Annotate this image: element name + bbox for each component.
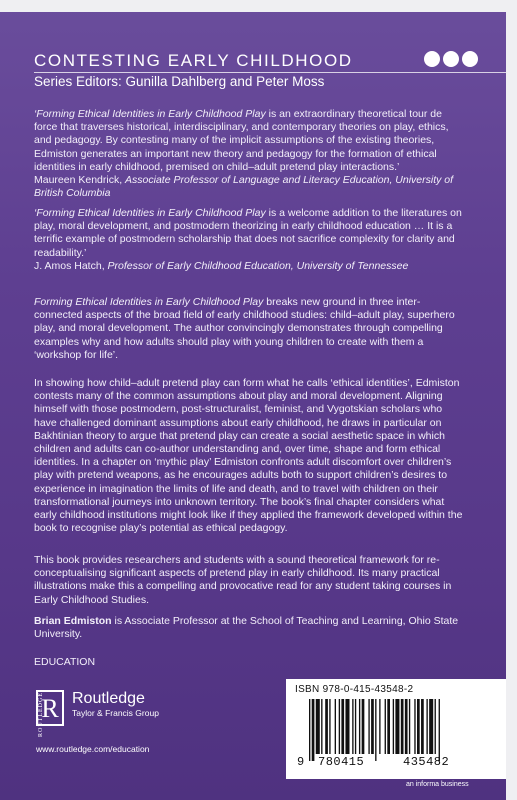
isbn-barcode xyxy=(286,679,506,779)
barcode-bar xyxy=(409,699,410,754)
barcode-bar xyxy=(385,699,386,754)
informa-tagline: an informa business xyxy=(406,781,469,788)
barcode-bar xyxy=(426,699,427,754)
dot-icon xyxy=(462,51,478,67)
barcode-bar xyxy=(321,699,322,754)
barcode-digits-right: 435482 xyxy=(403,755,450,769)
barcode-bar xyxy=(371,699,374,754)
scan-border-top xyxy=(0,0,517,12)
author-name: Brian Edmiston xyxy=(34,615,112,627)
barcode-bar xyxy=(421,699,424,754)
quote2-attribution-name: J. Amos Hatch, xyxy=(34,259,108,272)
barcode-bar xyxy=(387,699,390,754)
barcode-bar xyxy=(312,699,315,761)
barcode-bar xyxy=(325,699,328,754)
barcode-bar xyxy=(316,699,320,754)
barcode-bar xyxy=(352,699,353,754)
para1-book-title: Forming Ethical Identities in Early Childhood Play xyxy=(34,296,264,308)
barcode-bar xyxy=(393,699,394,754)
barcode-bar xyxy=(429,699,433,754)
quote2-book-title: ‘Forming Ethical Identities in Early Childhood Play xyxy=(34,207,266,219)
barcode-bar xyxy=(329,699,330,754)
para3-text: This book provides researchers and students with a sound theoretical framework for re-conceptualising significant aspects of pretend play in early childhood. Its many practical illustrations make this a compelling and provocative read for any student taking courses in Early Childhood Studies. xyxy=(34,554,452,606)
barcode-bar xyxy=(341,699,344,754)
publisher-group: Taylor & Francis Group xyxy=(72,708,159,718)
barcode-bar xyxy=(379,699,380,754)
review-quote-1 xyxy=(34,108,466,200)
quote1-attribution-role: Associate Professor of Language and Literacy Education, University of British Columbia xyxy=(34,174,454,200)
barcode-bar xyxy=(368,699,369,754)
series-editors: Series Editors: Gunilla Dahlberg and Peter Moss xyxy=(34,74,325,89)
logo-side-text: ROUTLEDGE xyxy=(38,692,44,737)
dot-icon xyxy=(424,51,440,67)
review-quote-2 xyxy=(34,207,466,273)
description-paragraph-3 xyxy=(34,554,466,607)
barcode-digits-left: 780415 xyxy=(318,755,365,769)
barcode-bar xyxy=(335,699,336,754)
barcode-bar xyxy=(439,699,440,761)
barcode-bar xyxy=(362,699,365,754)
publisher-logo xyxy=(36,690,159,737)
barcode-bar xyxy=(405,699,408,754)
scan-border-right xyxy=(506,0,517,800)
description-paragraph-2 xyxy=(34,377,466,535)
quote1-book-title: ‘Forming Ethical Identities in Early Childhood Play xyxy=(34,108,266,120)
title-divider xyxy=(34,72,506,73)
category-text: EDUCATION xyxy=(34,656,96,668)
barcode-bar xyxy=(395,699,399,754)
barcode-bar xyxy=(345,699,349,754)
barcode-bar xyxy=(414,699,415,754)
barcode-digit-first: 9 xyxy=(297,755,305,769)
barcode-bars xyxy=(309,699,485,761)
dot-icon xyxy=(443,51,459,67)
barcode-bar xyxy=(435,699,436,754)
quote2-text: is a welcome addition to the literatures on play, moral development, and postmodern theorizing in early childhood education … It is a terrific example of postmodern scholarship that does not sacrifice complexity for clarity and readability.’ xyxy=(34,207,462,259)
barcode-bar xyxy=(359,699,360,754)
barcode-bar xyxy=(375,699,376,761)
description-paragraph-1 xyxy=(34,296,466,362)
author-bio xyxy=(34,615,466,641)
quote1-text: is an extraordinary theoretical tour de force that traverses historical, interdisciplinary, and contemporary theories on play, ethics, and pedagogy. By contesting many of the implicit assumptions of the existing theories, Edmiston generates an important new theory and pedagogy for the formation of ethical identities in early childhood, premised on child–adult pretend play interactions.’ xyxy=(34,108,449,173)
quote2-attribution-role: Professor of Early Childhood Education, University of Tennessee xyxy=(107,259,409,272)
publisher-website: www.routledge.com/education xyxy=(36,744,150,754)
series-dots-icon xyxy=(424,51,478,67)
para1-text: breaks new ground in three inter-connected aspects of the broad field of early childhood studies: child–adult play, superhero play, and moral development. The author convincingly demonstrates through compelling examples why and how adults should play with young children to create with them a ‘workshop for life’. xyxy=(34,296,455,361)
barcode-bar xyxy=(339,699,340,754)
para2-text: In showing how child–adult pretend play can form what he calls ‘ethical identities’, Edmiston contests many of the common assumptions about play and moral development. Aligning himself with those postmodern, post-structuralist, feminist, and Vygotskian scholars who have challenged dominant assumptions about early childhood, he draws in particular on Bakhtinian theory to argue that pretend play can create a social aesthetic space in which children and adults can co-author understanding and, over time, shape and form ethical identities. In a chapter on ‘mythic play’ Edmiston confronts adult discomfort over children’s play with pretend weapons, as he encourages adults both to support children’s desires to experience in imagination the limits of life and death, and to travel with children on their transformational journeys into unknown territory. The book’s final chapter considers what early childhood institutions might look like if they applied the framework developed within the book to recognise play’s potential as ethical pedagogy. xyxy=(34,377,463,535)
isbn-label: ISBN 978-0-415-43548-2 xyxy=(295,684,414,695)
barcode-bar xyxy=(309,699,310,761)
quote1-attribution-name: Maureen Kendrick, xyxy=(34,174,126,187)
category-label xyxy=(34,656,466,669)
barcode-bar xyxy=(355,699,356,754)
barcode-bar xyxy=(401,699,404,754)
routledge-r-icon: R ROUTLEDGE xyxy=(36,690,64,726)
barcode-bar xyxy=(417,699,420,754)
series-title: CONTESTING EARLY CHILDHOOD xyxy=(34,51,353,70)
author-bio-text: is Associate Professor at the School of Teaching and Learning, Ohio State University. xyxy=(34,615,459,641)
publisher-name: Routledge xyxy=(72,690,145,707)
